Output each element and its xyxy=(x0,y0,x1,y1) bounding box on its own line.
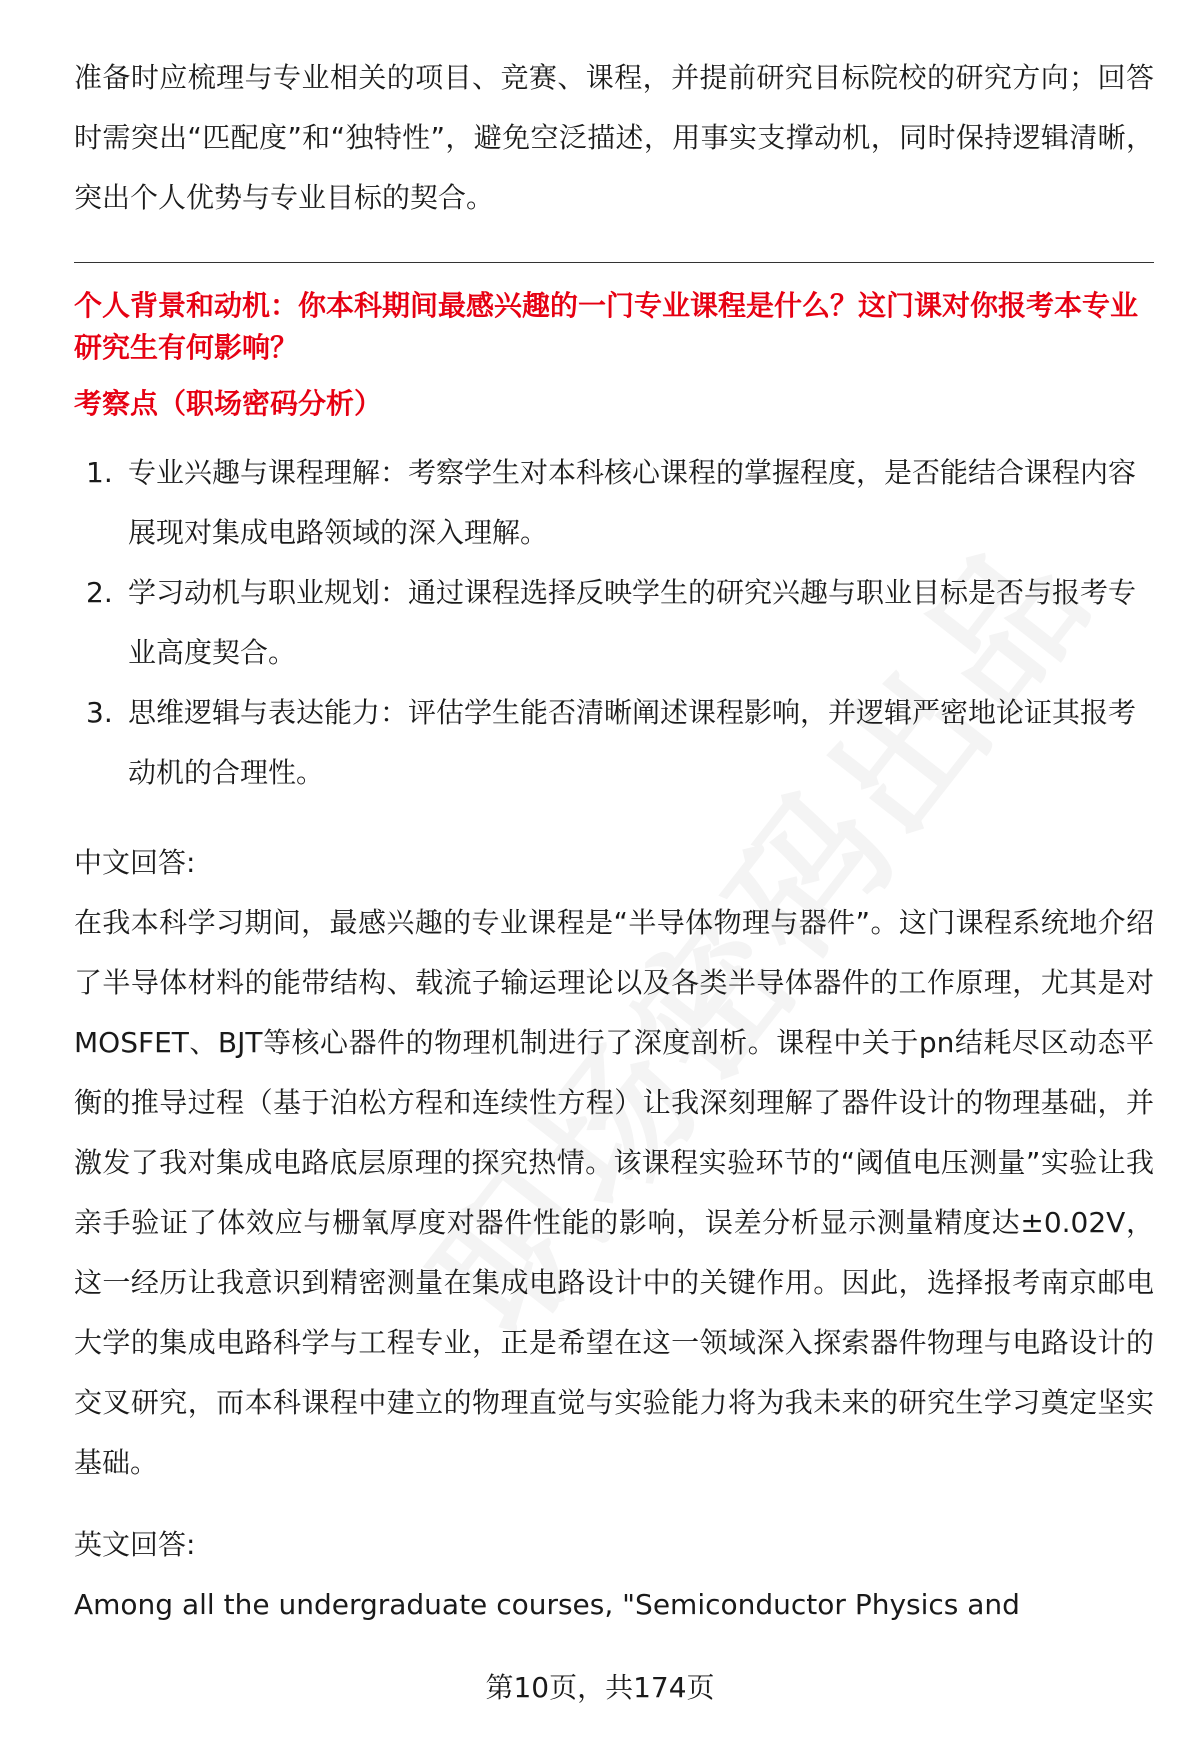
intro-paragraph: 准备时应梳理与专业相关的项目、竞赛、课程，并提前研究目标院校的研究方向；回答时需突出“匹配度”和“独特性”，避免空泛描述，用事实支撑动机，同时保持逻辑清晰，突出个人优势与专业目标的契合。 xyxy=(74,61,1154,214)
section-divider xyxy=(74,262,1154,263)
assessment-heading: 考察点（职场密码分析） xyxy=(74,387,383,420)
list-item-text: 学习动机与职业规划：通过课程选择反映学生的研究兴趣与职业目标是否与报考专业高度契合。 xyxy=(128,576,1137,669)
list-item-number: 2. xyxy=(86,576,113,609)
page-number-footer: 第10页，共174页 xyxy=(485,1671,715,1704)
question-heading: 个人背景和动机：你本科期间最感兴趣的一门专业课程是什么？这门课对你报考本专业研究生有何影响？ xyxy=(74,289,1139,364)
list-item-number: 1. xyxy=(86,456,113,489)
assessment-points-list xyxy=(74,443,1154,803)
chinese-answer-text: 在我本科学习期间，最感兴趣的专业课程是“半导体物理与器件”。这门课程系统地介绍了半导体材料的能带结构、载流子输运理论以及各类半导体器件的工作原理，尤其是对MOSFET、BJT等核心器件的物理机制进行了深度剖析。课程中关于pn结耗尽区动态平衡的推导过程（基于泊松方程和连续性方程）让我深刻理解了器件设计的物理基础，并激发了我对集成电路底层原理的探究热情。该课程实验环节的“阈值电压测量”实验让我亲手验证了体效应与栅氧厚度对器件性能的影响，误差分析显示测量精度达±0.02V，这一经历让我意识到精密测量在集成电路设计中的关键作用。因此，选择报考南京邮电大学的集成电路科学与工程专业，正是希望在这一领域深入探索器件物理与电路设计的交叉研究，而本科课程中建立的物理直觉与实验能力将为我未来的研究生学习奠定坚实基础。 xyxy=(74,906,1154,1479)
list-item-text: 专业兴趣与课程理解：考察学生对本科核心课程的掌握程度，是否能结合课程内容展现对集成电路领域的深入理解。 xyxy=(128,456,1137,549)
english-answer-text: Among all the undergraduate courses, "Semiconductor Physics and xyxy=(74,1588,1020,1621)
list-item xyxy=(74,443,1154,563)
list-item xyxy=(74,683,1154,803)
page-content xyxy=(74,48,1154,1635)
list-item-number: 3. xyxy=(86,696,113,729)
list-item-text: 思维逻辑与表达能力：评估学生能否清晰阐述课程影响，并逻辑严密地论证其报考动机的合理性。 xyxy=(128,696,1137,789)
list-item xyxy=(74,563,1154,683)
english-answer-label: 英文回答: xyxy=(74,1528,196,1561)
chinese-answer-label: 中文回答: xyxy=(74,846,196,879)
